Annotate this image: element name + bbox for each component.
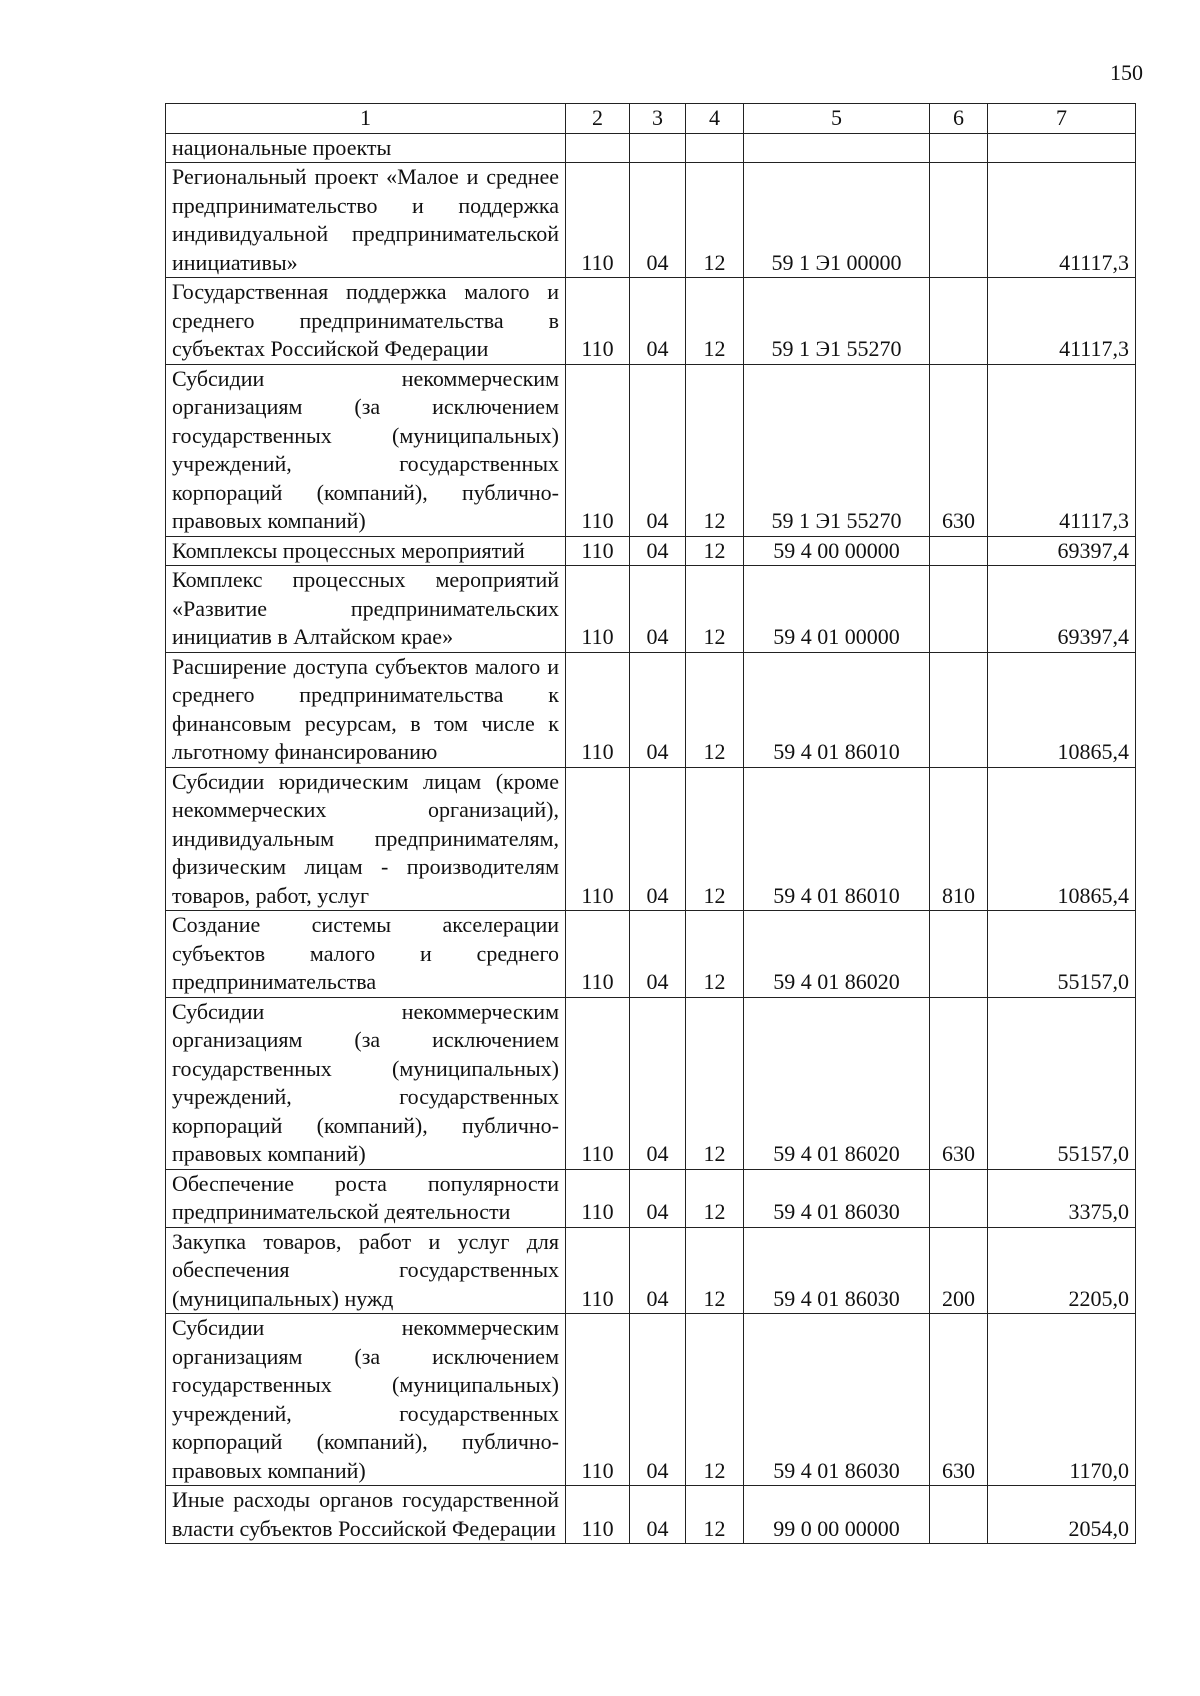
row-col-7 bbox=[988, 133, 1136, 163]
table-row bbox=[166, 1227, 1136, 1314]
row-col-6: 200 bbox=[930, 1227, 988, 1314]
row-col-4: 12 bbox=[686, 536, 744, 566]
row-col-5: 99 0 00 00000 bbox=[744, 1486, 930, 1544]
row-col-4 bbox=[686, 133, 744, 163]
row-col-4: 12 bbox=[686, 566, 744, 653]
row-name: Региональный проект «Малое и среднее предпринимательство и поддержка индивидуальной предпринимательской инициативы» bbox=[166, 163, 566, 278]
header-col-2: 2 bbox=[566, 104, 630, 134]
row-col-4: 12 bbox=[686, 997, 744, 1169]
row-col-3: 04 bbox=[630, 1227, 686, 1314]
row-col-5: 59 1 Э1 55270 bbox=[744, 278, 930, 365]
row-col-5: 59 4 01 86030 bbox=[744, 1169, 930, 1227]
row-col-2: 110 bbox=[566, 1227, 630, 1314]
table-row bbox=[166, 767, 1136, 911]
header-col-4: 4 bbox=[686, 104, 744, 134]
row-col-3: 04 bbox=[630, 1169, 686, 1227]
row-col-6: 630 bbox=[930, 364, 988, 536]
header-col-3: 3 bbox=[630, 104, 686, 134]
row-name: Субсидии некоммерческим организациям (за исключением государственных (муниципальных) учреждений, государственных корпораций (компаний), публично-правовых компаний) bbox=[166, 997, 566, 1169]
header-col-6: 6 bbox=[930, 104, 988, 134]
row-col-5 bbox=[744, 133, 930, 163]
row-col-7: 41117,3 bbox=[988, 364, 1136, 536]
row-col-6 bbox=[930, 652, 988, 767]
row-col-5: 59 4 01 86030 bbox=[744, 1227, 930, 1314]
row-col-6 bbox=[930, 163, 988, 278]
header-col-1: 1 bbox=[166, 104, 566, 134]
table-row bbox=[166, 163, 1136, 278]
row-col-4: 12 bbox=[686, 767, 744, 911]
row-col-7: 2205,0 bbox=[988, 1227, 1136, 1314]
row-col-2: 110 bbox=[566, 566, 630, 653]
row-name: Комплекс процессных мероприятий «Развитие предпринимательских инициатив в Алтайском крае» bbox=[166, 566, 566, 653]
table-row bbox=[166, 1486, 1136, 1544]
row-col-7: 1170,0 bbox=[988, 1314, 1136, 1486]
row-col-3: 04 bbox=[630, 536, 686, 566]
row-col-6 bbox=[930, 1169, 988, 1227]
row-col-5: 59 4 01 86020 bbox=[744, 911, 930, 998]
row-col-3: 04 bbox=[630, 997, 686, 1169]
row-col-2 bbox=[566, 133, 630, 163]
row-name: Расширение доступа субъектов малого и среднего предпринимательства к финансовым ресурсам, в том числе к льготному финансированию bbox=[166, 652, 566, 767]
budget-table bbox=[165, 103, 1136, 1544]
header-col-7: 7 bbox=[988, 104, 1136, 134]
row-col-6: 630 bbox=[930, 997, 988, 1169]
row-col-2: 110 bbox=[566, 163, 630, 278]
row-col-7: 41117,3 bbox=[988, 278, 1136, 365]
row-col-2: 110 bbox=[566, 997, 630, 1169]
row-col-7: 55157,0 bbox=[988, 911, 1136, 998]
row-name: Закупка товаров, работ и услуг для обеспечения государственных (муниципальных) нужд bbox=[166, 1227, 566, 1314]
row-col-6 bbox=[930, 1486, 988, 1544]
row-col-7: 3375,0 bbox=[988, 1169, 1136, 1227]
row-col-3: 04 bbox=[630, 566, 686, 653]
row-col-2: 110 bbox=[566, 1314, 630, 1486]
row-col-3: 04 bbox=[630, 767, 686, 911]
row-name: Субсидии некоммерческим организациям (за исключением государственных (муниципальных) учреждений, государственных корпораций (компаний), публично-правовых компаний) bbox=[166, 1314, 566, 1486]
row-col-3 bbox=[630, 133, 686, 163]
row-col-5: 59 4 01 86020 bbox=[744, 997, 930, 1169]
table-row bbox=[166, 1314, 1136, 1486]
row-col-6 bbox=[930, 133, 988, 163]
row-col-7: 10865,4 bbox=[988, 767, 1136, 911]
table-row bbox=[166, 133, 1136, 163]
header-col-5: 5 bbox=[744, 104, 930, 134]
table-row bbox=[166, 364, 1136, 536]
row-col-2: 110 bbox=[566, 278, 630, 365]
row-col-3: 04 bbox=[630, 1314, 686, 1486]
row-name: Обеспечение роста популярности предпринимательской деятельности bbox=[166, 1169, 566, 1227]
row-col-3: 04 bbox=[630, 652, 686, 767]
row-col-4: 12 bbox=[686, 163, 744, 278]
table-row bbox=[166, 1169, 1136, 1227]
table-row bbox=[166, 911, 1136, 998]
row-col-5: 59 4 00 00000 bbox=[744, 536, 930, 566]
row-col-2: 110 bbox=[566, 911, 630, 998]
row-col-2: 110 bbox=[566, 536, 630, 566]
row-col-4: 12 bbox=[686, 1486, 744, 1544]
table-row bbox=[166, 566, 1136, 653]
row-col-5: 59 4 01 00000 bbox=[744, 566, 930, 653]
row-col-2: 110 bbox=[566, 1169, 630, 1227]
row-col-4: 12 bbox=[686, 278, 744, 365]
row-col-3: 04 bbox=[630, 1486, 686, 1544]
table-row bbox=[166, 997, 1136, 1169]
page-number: 150 bbox=[1110, 60, 1143, 85]
row-col-7: 41117,3 bbox=[988, 163, 1136, 278]
row-col-6: 810 bbox=[930, 767, 988, 911]
row-col-2: 110 bbox=[566, 1486, 630, 1544]
row-col-7: 69397,4 bbox=[988, 536, 1136, 566]
row-col-6 bbox=[930, 566, 988, 653]
row-name: национальные проекты bbox=[166, 133, 566, 163]
row-name: Иные расходы органов государственной власти субъектов Российской Федерации bbox=[166, 1486, 566, 1544]
row-col-2: 110 bbox=[566, 652, 630, 767]
row-col-6: 630 bbox=[930, 1314, 988, 1486]
header-row bbox=[166, 104, 1136, 134]
row-col-2: 110 bbox=[566, 364, 630, 536]
row-col-4: 12 bbox=[686, 911, 744, 998]
row-col-3: 04 bbox=[630, 278, 686, 365]
row-col-4: 12 bbox=[686, 1227, 744, 1314]
table-row bbox=[166, 278, 1136, 365]
row-col-7: 2054,0 bbox=[988, 1486, 1136, 1544]
row-col-6 bbox=[930, 278, 988, 365]
row-name: Государственная поддержка малого и среднего предпринимательства в субъектах Российской Федерации bbox=[166, 278, 566, 365]
row-col-7: 55157,0 bbox=[988, 997, 1136, 1169]
table-row bbox=[166, 536, 1136, 566]
row-col-4: 12 bbox=[686, 1314, 744, 1486]
row-col-5: 59 4 01 86010 bbox=[744, 652, 930, 767]
row-name: Субсидии некоммерческим организациям (за исключением государственных (муниципальных) учреждений, государственных корпораций (компаний), публично-правовых компаний) bbox=[166, 364, 566, 536]
row-col-5: 59 1 Э1 00000 bbox=[744, 163, 930, 278]
row-col-7: 69397,4 bbox=[988, 566, 1136, 653]
row-col-7: 10865,4 bbox=[988, 652, 1136, 767]
row-col-4: 12 bbox=[686, 1169, 744, 1227]
row-col-5: 59 1 Э1 55270 bbox=[744, 364, 930, 536]
row-col-6 bbox=[930, 911, 988, 998]
row-name: Комплексы процессных мероприятий bbox=[166, 536, 566, 566]
row-col-6 bbox=[930, 536, 988, 566]
row-col-5: 59 4 01 86010 bbox=[744, 767, 930, 911]
row-col-3: 04 bbox=[630, 163, 686, 278]
row-name: Создание системы акселерации субъектов малого и среднего предпринимательства bbox=[166, 911, 566, 998]
table-row bbox=[166, 652, 1136, 767]
row-col-2: 110 bbox=[566, 767, 630, 911]
row-col-4: 12 bbox=[686, 364, 744, 536]
row-col-4: 12 bbox=[686, 652, 744, 767]
row-col-3: 04 bbox=[630, 364, 686, 536]
row-col-3: 04 bbox=[630, 911, 686, 998]
row-col-5: 59 4 01 86030 bbox=[744, 1314, 930, 1486]
row-name: Субсидии юридическим лицам (кроме некоммерческих организаций), индивидуальным предпринимателям, физическим лицам - производителям товаров, работ, услуг bbox=[166, 767, 566, 911]
